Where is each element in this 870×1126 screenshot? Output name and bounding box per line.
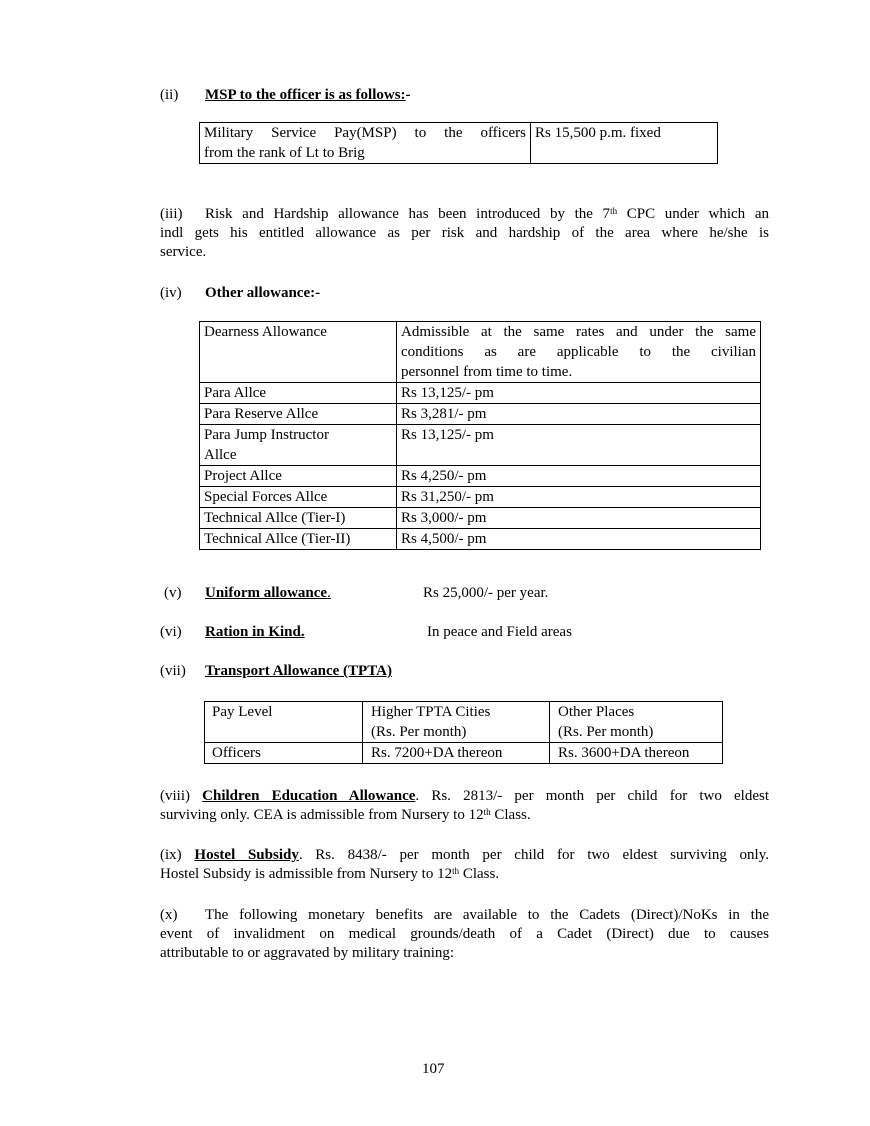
- uniform-heading-suffix: .: [327, 585, 331, 601]
- section-iii-number: (iii): [160, 206, 183, 222]
- section-x-line1: The following monetary benefits are available to the Cadets (Direct)/NoKs in the: [205, 907, 769, 923]
- msp-description-line1: Military Service Pay(MSP) to the officers: [204, 125, 526, 141]
- section-v-heading: [205, 584, 331, 602]
- transport-allowance-table: [204, 701, 723, 764]
- allowance-value-cell: [397, 466, 761, 487]
- pay-level-cell: [205, 743, 363, 764]
- msp-heading-suffix: -: [405, 87, 411, 103]
- section-viii-number: (viii): [160, 788, 190, 804]
- section-iii-line1: [205, 205, 769, 223]
- cea-line2-sup: th: [483, 807, 491, 817]
- table-row: [200, 529, 761, 550]
- uniform-value: Rs 25,000/- per year.: [423, 585, 549, 601]
- section-iv-number: (iv): [160, 285, 182, 301]
- allowance-value: Rs 4,250/- pm: [401, 468, 487, 484]
- hostel-line2-sup: th: [452, 866, 460, 876]
- allowance-name: Dearness Allowance: [204, 324, 327, 340]
- higher-cities-header-line1: Higher TPTA Cities: [371, 704, 491, 720]
- section-ii-heading: [205, 86, 411, 104]
- other-places-value: Rs. 3600+DA thereon: [558, 745, 690, 761]
- allowance-value-line3: personnel from time to time.: [401, 364, 573, 380]
- table-row: [200, 487, 761, 508]
- table-row: [200, 383, 761, 404]
- allowance-name: Para Reserve Allce: [204, 406, 319, 422]
- section-v-number: (v): [164, 585, 182, 601]
- cea-line2-a: surviving only. CEA is admissible from Nursery to 12: [160, 807, 484, 823]
- allowance-value: Rs 31,250/- pm: [401, 489, 494, 505]
- section-iii-line2: indl gets his entitled allowance as per risk and hardship of the area where he/she is: [160, 225, 769, 241]
- allowance-name-cell: [200, 529, 397, 550]
- allowance-name-cell: [200, 466, 397, 487]
- higher-cities-cell: [363, 743, 550, 764]
- section-vii-heading: Transport Allowance (TPTA): [205, 663, 392, 679]
- allowance-value: Rs 4,500/- pm: [401, 531, 487, 547]
- allowance-value-cell: [397, 383, 761, 404]
- table-row: [200, 322, 761, 383]
- msp-table: [199, 122, 718, 164]
- hostel-line1-rest: . Rs. 8438/- per month per child for two eldest surviving only.: [298, 847, 770, 863]
- section-x-number: (x): [160, 907, 178, 923]
- section-vi-heading: Ration in Kind.: [205, 624, 305, 640]
- allowance-value-line2: conditions as are applicable to the civilian: [401, 344, 756, 360]
- table-row: [200, 425, 761, 466]
- cea-heading: Children Education Allowance: [202, 788, 416, 804]
- allowance-name-cell: [200, 322, 397, 383]
- allowance-value-cell: [397, 529, 761, 550]
- allowance-name-cell: [200, 425, 397, 466]
- allowance-name: Project Allce: [204, 468, 282, 484]
- allowance-value: Rs 13,125/- pm: [401, 385, 494, 401]
- allowance-name-cell: [200, 508, 397, 529]
- other-places-cell: [550, 743, 723, 764]
- section-ix-line1: [160, 846, 769, 864]
- allowance-name-line1: Para Jump Instructor: [204, 427, 329, 443]
- section-iv-heading: Other allowance:-: [205, 285, 321, 301]
- risk-text-b: CPC under which an: [617, 206, 769, 222]
- other-places-header-line2: (Rs. Per month): [558, 724, 654, 740]
- cea-line2-b: Class.: [490, 807, 531, 823]
- table-row: [200, 404, 761, 425]
- cea-line1-rest: . Rs. 2813/- per month per child for two eldest: [415, 788, 770, 804]
- allowance-name-cell: [200, 487, 397, 508]
- allowance-value-line1: Admissible at the same rates and under the same: [401, 324, 756, 340]
- section-ii-number: (ii): [160, 87, 179, 103]
- allowance-name-line2: Allce: [204, 447, 237, 463]
- section-iii-line3: service.: [160, 244, 207, 260]
- allowance-name: Para Allce: [204, 385, 267, 401]
- allowance-name: Technical Allce (Tier-II): [204, 531, 351, 547]
- table-row: [205, 743, 723, 764]
- allowance-value-cell: [397, 322, 761, 383]
- section-vii-number: (vii): [160, 663, 186, 679]
- pay-level-value: Officers: [212, 745, 261, 761]
- pay-level-header: Pay Level: [212, 704, 273, 720]
- allowance-value-cell: [397, 508, 761, 529]
- risk-text-sup: th: [610, 206, 618, 216]
- allowance-value-cell: [397, 487, 761, 508]
- allowance-value: Rs 3,000/- pm: [401, 510, 487, 526]
- msp-description-line2: from the rank of Lt to Brig: [204, 145, 365, 161]
- section-ix-number: (ix): [160, 847, 182, 863]
- risk-text-a: Risk and Hardship allowance has been introduced by the 7: [205, 206, 611, 222]
- table-row: [200, 508, 761, 529]
- allowance-name-cell: [200, 383, 397, 404]
- table-row: [200, 466, 761, 487]
- page-number: 107: [422, 1061, 445, 1077]
- allowance-value: Rs 3,281/- pm: [401, 406, 487, 422]
- allowance-name: Technical Allce (Tier-I): [204, 510, 346, 526]
- msp-description-cell: [200, 123, 531, 164]
- other-allowance-table: [199, 321, 761, 550]
- other-places-header-line1: Other Places: [558, 704, 635, 720]
- table-row: [205, 702, 723, 743]
- section-x-line3: attributable to or aggravated by military training:: [160, 945, 455, 961]
- allowance-value-cell: [397, 404, 761, 425]
- section-x-line2: event of invalidment on medical grounds/death of a Cadet (Direct) due to causes: [160, 926, 769, 942]
- higher-cities-header-line2: (Rs. Per month): [371, 724, 467, 740]
- section-vi-number: (vi): [160, 624, 182, 640]
- hostel-heading: Hostel Subsidy: [194, 847, 299, 863]
- allowance-name-cell: [200, 404, 397, 425]
- pay-level-header-cell: [205, 702, 363, 743]
- section-ii-label: [160, 86, 178, 104]
- ration-value: In peace and Field areas: [427, 624, 572, 640]
- hostel-line2-a: Hostel Subsidy is admissible from Nursery to 12: [160, 866, 453, 882]
- section-viii-line1: [160, 787, 769, 805]
- table-row: [200, 123, 718, 164]
- msp-amount: Rs 15,500 p.m. fixed: [535, 125, 661, 141]
- allowance-name: Special Forces Allce: [204, 489, 328, 505]
- uniform-heading-text: Uniform allowance: [205, 585, 328, 601]
- higher-cities-value: Rs. 7200+DA thereon: [371, 745, 503, 761]
- msp-heading-text: MSP to the officer is as follows:: [205, 87, 406, 103]
- hostel-line2-b: Class.: [459, 866, 500, 882]
- section-ix-line2: [160, 865, 499, 883]
- section-viii-line2: [160, 806, 531, 824]
- msp-amount-cell: [531, 123, 718, 164]
- other-places-header-cell: [550, 702, 723, 743]
- higher-cities-header-cell: [363, 702, 550, 743]
- allowance-value: Rs 13,125/- pm: [401, 427, 494, 443]
- allowance-value-cell: [397, 425, 761, 466]
